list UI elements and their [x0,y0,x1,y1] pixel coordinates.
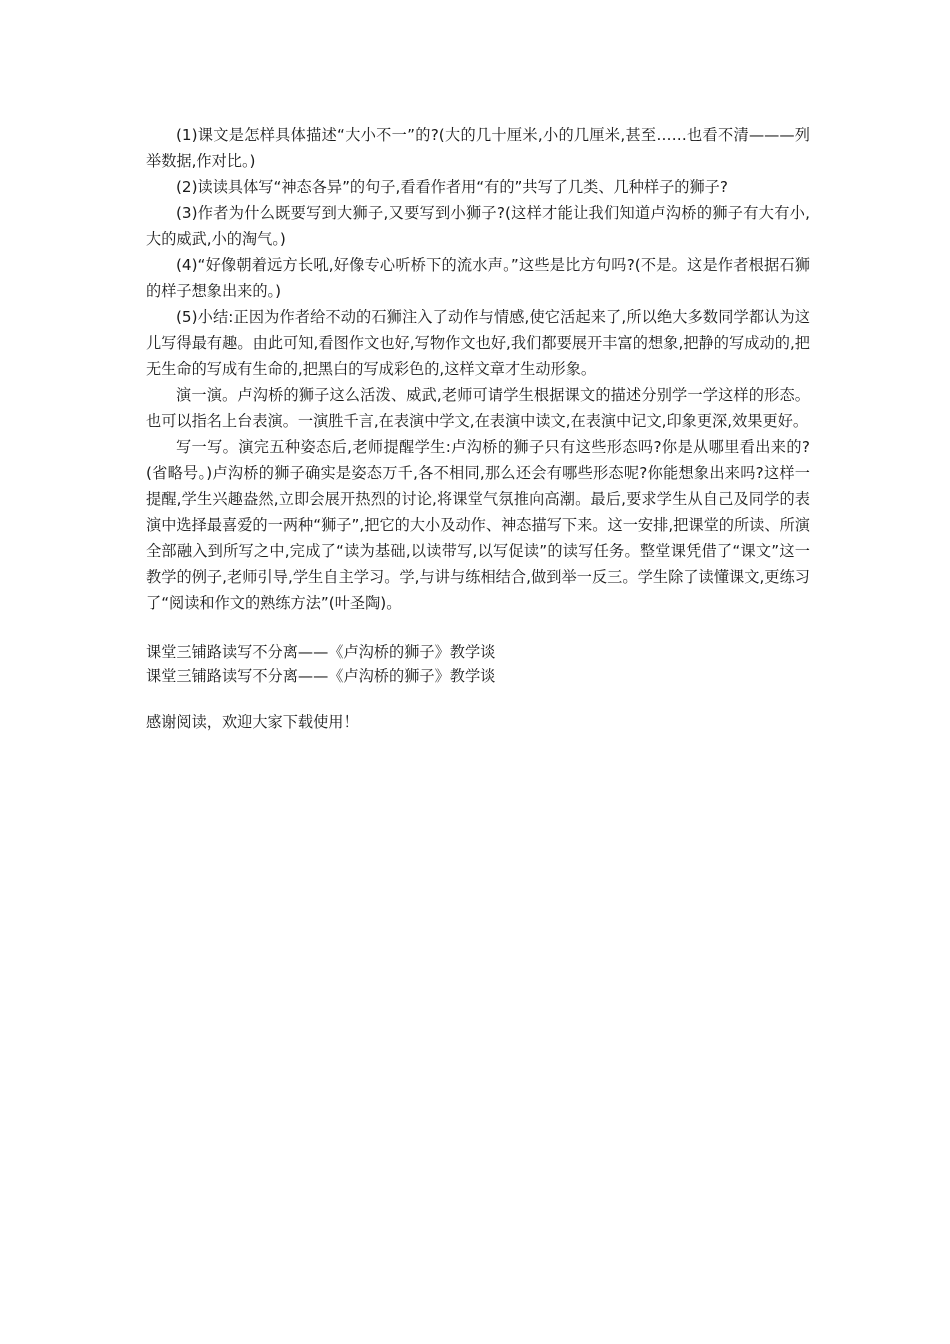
document-title: 课堂三铺路读写不分离——《卢沟桥的狮子》教学谈 [146,643,496,661]
document-title-repeat: 课堂三铺路读写不分离——《卢沟桥的狮子》教学谈 [146,667,496,685]
paragraph-write: 写一写。演完五种姿态后,老师提醒学生:卢沟桥的狮子只有这些形态吗?你是从哪里看出来的?(省略号。)卢沟桥的狮子确实是姿态万千,各不相同,那么还会有哪些形态呢?你能想象出来吗?这样一提醒,学生兴趣盎然,立即会展开热烈的讨论,将课堂气氛推向高潮。最后,要求学生从自己及同学的表演中选择最喜爱的一两种“狮子”,把它的大小及动作、神态描写下来。这一安排,把课堂的所读、所演全部融入到所写之中,完成了“读为基础,以读带写,以写促读”的读写任务。整堂课凭借了“课文”这一教学的例子,老师引导,学生自主学习。学,与讲与练相结合,做到举一反三。学生除了读懂课文,更练习了“阅读和作文的熟练方法”(叶圣陶)。 [146,438,810,612]
paragraph-q2: (2)读读具体写“神态各异”的句子,看看作者用“有的”共写了几类、几种样子的狮子? [176,178,728,196]
paragraph-q4: (4)“好像朝着远方长吼,好像专心听桥下的流水声。”这些是比方句吗?(不是。这是作者根据石狮的样子想象出来的。) [146,256,810,300]
paragraph-q1: (1)课文是怎样具体描述“大小不一”的?(大的几十厘米,小的几厘米,甚至……也看不清———列举数据,作对比。) [146,126,810,170]
document-page [146,122,810,749]
paragraph-act-out: 演一演。卢沟桥的狮子这么活泼、威武,老师可请学生根据课文的描述分别学一学这样的形态。也可以指名上台表演。一演胜千言,在表演中学文,在表演中读文,在表演中记文,印象更深,效果更好。 [146,386,810,430]
paragraph-summary: (5)小结:正因为作者给不动的石狮注入了动作与情感,使它活起来了,所以绝大多数同学都认为这儿写得最有趣。由此可知,看图作文也好,写物作文也好,我们都要展开丰富的想象,把静的写成动的,把无生命的写成有生命的,把黑白的写成彩色的,这样文章才生动形象。 [146,308,810,378]
paragraph-q3: (3)作者为什么既要写到大狮子,又要写到小狮子?(这样才能让我们知道卢沟桥的狮子有大有小,大的威武,小的淘气。) [146,204,810,248]
thanks-note: 感谢阅读，欢迎大家下载使用！ [146,713,359,731]
title-block [146,640,810,688]
